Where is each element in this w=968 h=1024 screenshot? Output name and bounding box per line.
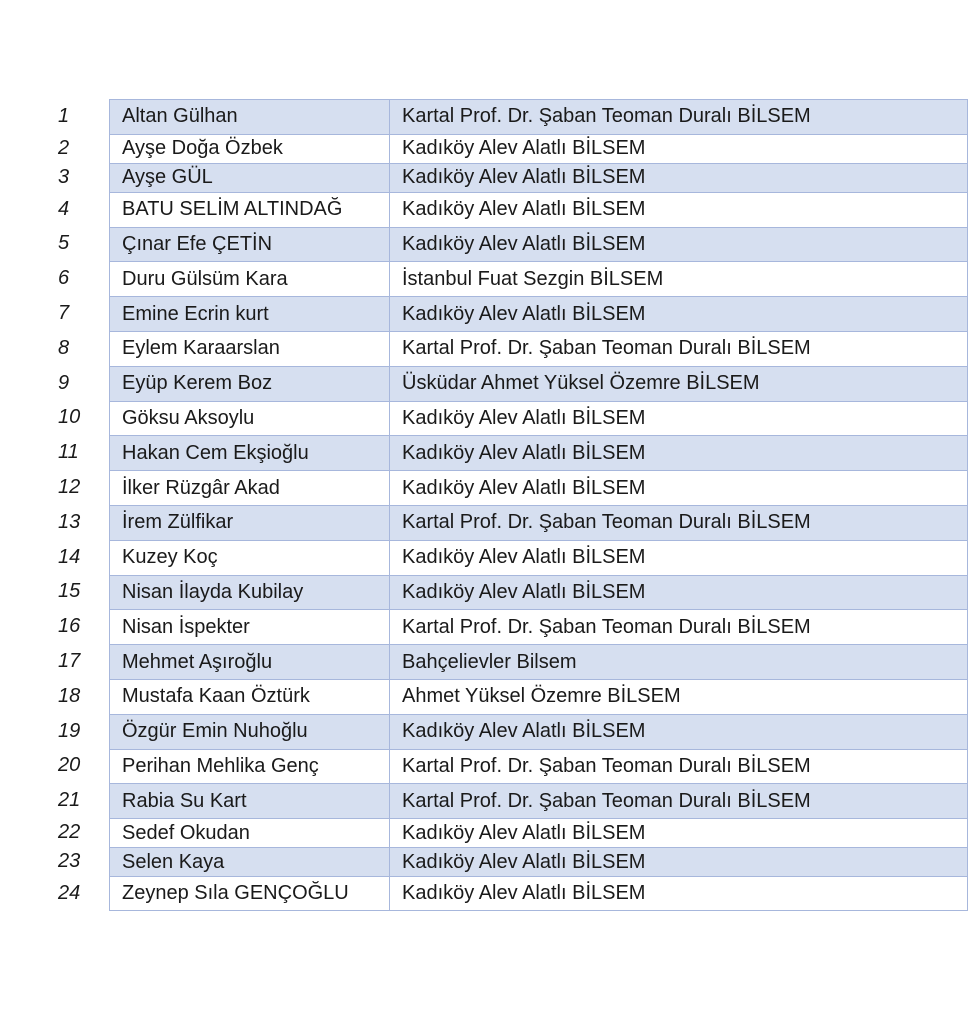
school-name: Kartal Prof. Dr. Şaban Teoman Duralı BİLSEM bbox=[402, 789, 811, 812]
table-row bbox=[40, 227, 968, 262]
school-name: Kartal Prof. Dr. Şaban Teoman Duralı BİLSEM bbox=[402, 105, 811, 128]
row-number: 22 bbox=[58, 821, 81, 844]
row-number: 6 bbox=[58, 267, 70, 290]
student-name: Göksu Aksoylu bbox=[110, 402, 390, 436]
school-name: Kadıköy Alev Alatlı BİLSEM bbox=[402, 406, 646, 429]
row-number: 1 bbox=[58, 104, 70, 127]
table-row bbox=[40, 435, 968, 470]
school-name: Kadıköy Alev Alatlı BİLSEM bbox=[402, 850, 646, 873]
table-row bbox=[40, 331, 968, 366]
student-name: Nisan İspekter bbox=[110, 610, 390, 644]
table-row bbox=[40, 609, 968, 644]
table-row bbox=[40, 401, 968, 436]
row-number: 24 bbox=[58, 882, 81, 905]
row-number: 5 bbox=[58, 232, 70, 255]
student-name: Emine Ecrin kurt bbox=[110, 297, 390, 331]
table-row bbox=[40, 679, 968, 714]
table-row bbox=[40, 261, 968, 296]
row-number: 12 bbox=[58, 476, 81, 499]
school-name: Kadıköy Alev Alatlı BİLSEM bbox=[402, 198, 646, 221]
school-name: Kadıköy Alev Alatlı BİLSEM bbox=[402, 882, 646, 905]
row-number: 14 bbox=[58, 545, 81, 568]
student-name: Mehmet Aşıroğlu bbox=[110, 645, 390, 679]
row-number: 15 bbox=[58, 580, 81, 603]
school-name: Kadıköy Alev Alatlı BİLSEM bbox=[402, 441, 646, 464]
student-name: Eylem Karaarslan bbox=[110, 332, 390, 366]
row-number: 8 bbox=[58, 336, 70, 359]
row-number: 18 bbox=[58, 684, 81, 707]
table-row bbox=[40, 847, 968, 876]
student-name: İrem Zülfikar bbox=[110, 506, 390, 540]
table-row bbox=[40, 296, 968, 331]
student-name: Kuzey Koç bbox=[110, 541, 390, 575]
table-row bbox=[40, 876, 968, 911]
table-row bbox=[40, 644, 968, 679]
student-name: Mustafa Kaan Öztürk bbox=[110, 680, 390, 714]
student-name: Zeynep Sıla GENÇOĞLU bbox=[110, 877, 390, 910]
table-row bbox=[40, 540, 968, 575]
school-name: Üsküdar Ahmet Yüksel Özemre BİLSEM bbox=[402, 372, 760, 395]
table-row bbox=[40, 575, 968, 610]
student-name: Eyüp Kerem Boz bbox=[110, 367, 390, 401]
table-row bbox=[40, 366, 968, 401]
school-name: Kadıköy Alev Alatlı BİLSEM bbox=[402, 580, 646, 603]
table-row bbox=[40, 470, 968, 505]
row-number: 17 bbox=[58, 650, 81, 673]
school-name: Kartal Prof. Dr. Şaban Teoman Duralı BİLSEM bbox=[402, 337, 811, 360]
row-number: 19 bbox=[58, 719, 81, 742]
participant-table bbox=[40, 99, 968, 911]
table-row bbox=[40, 749, 968, 784]
row-number: 13 bbox=[58, 510, 81, 533]
school-name: Kadıköy Alev Alatlı BİLSEM bbox=[402, 546, 646, 569]
student-name: Nisan İlayda Kubilay bbox=[110, 576, 390, 610]
row-number: 11 bbox=[58, 441, 79, 464]
school-name: Bahçelievler Bilsem bbox=[402, 650, 577, 673]
student-name: BATU SELİM ALTINDAĞ bbox=[110, 193, 390, 227]
table-row bbox=[40, 783, 968, 818]
row-number: 3 bbox=[58, 165, 70, 188]
student-name: Duru Gülsüm Kara bbox=[110, 262, 390, 296]
school-name: Kadıköy Alev Alatlı BİLSEM bbox=[402, 137, 646, 160]
school-name: Ahmet Yüksel Özemre BİLSEM bbox=[402, 685, 681, 708]
student-name: Ayşe GÜL bbox=[110, 164, 390, 192]
school-name: Kadıköy Alev Alatlı BİLSEM bbox=[402, 302, 646, 325]
school-name: Kartal Prof. Dr. Şaban Teoman Duralı BİLSEM bbox=[402, 754, 811, 777]
row-number: 10 bbox=[58, 406, 81, 429]
school-name: Kadıköy Alev Alatlı BİLSEM bbox=[402, 720, 646, 743]
student-name: Çınar Efe ÇETİN bbox=[110, 228, 390, 262]
row-number: 16 bbox=[58, 615, 81, 638]
student-name: Altan Gülhan bbox=[110, 100, 390, 134]
student-name: Selen Kaya bbox=[110, 848, 390, 876]
student-name: Ayşe Doğa Özbek bbox=[110, 135, 390, 163]
student-name: İlker Rüzgâr Akad bbox=[110, 471, 390, 505]
student-name: Özgür Emin Nuhoğlu bbox=[110, 715, 390, 749]
school-name: Kadıköy Alev Alatlı BİLSEM bbox=[402, 821, 646, 844]
row-number: 20 bbox=[58, 754, 81, 777]
row-number: 21 bbox=[58, 789, 81, 812]
student-name: Perihan Mehlika Genç bbox=[110, 750, 390, 784]
table-row bbox=[40, 192, 968, 227]
row-number: 2 bbox=[58, 136, 70, 159]
school-name: Kadıköy Alev Alatlı BİLSEM bbox=[402, 166, 646, 189]
student-name: Sedef Okudan bbox=[110, 819, 390, 847]
school-name: Kadıköy Alev Alatlı BİLSEM bbox=[402, 476, 646, 499]
row-number: 7 bbox=[58, 302, 70, 325]
row-number: 23 bbox=[58, 850, 81, 873]
table-row bbox=[40, 163, 968, 192]
school-name: İstanbul Fuat Sezgin BİLSEM bbox=[402, 267, 664, 290]
school-name: Kartal Prof. Dr. Şaban Teoman Duralı BİLSEM bbox=[402, 615, 811, 638]
table-row bbox=[40, 714, 968, 749]
table-row bbox=[40, 99, 968, 134]
student-name: Hakan Cem Ekşioğlu bbox=[110, 436, 390, 470]
student-name: Rabia Su Kart bbox=[110, 784, 390, 818]
row-number: 4 bbox=[58, 197, 70, 220]
table-row bbox=[40, 818, 968, 847]
row-number: 9 bbox=[58, 371, 70, 394]
table-row bbox=[40, 134, 968, 163]
table-row bbox=[40, 505, 968, 540]
school-name: Kadıköy Alev Alatlı BİLSEM bbox=[402, 232, 646, 255]
school-name: Kartal Prof. Dr. Şaban Teoman Duralı BİLSEM bbox=[402, 511, 811, 534]
